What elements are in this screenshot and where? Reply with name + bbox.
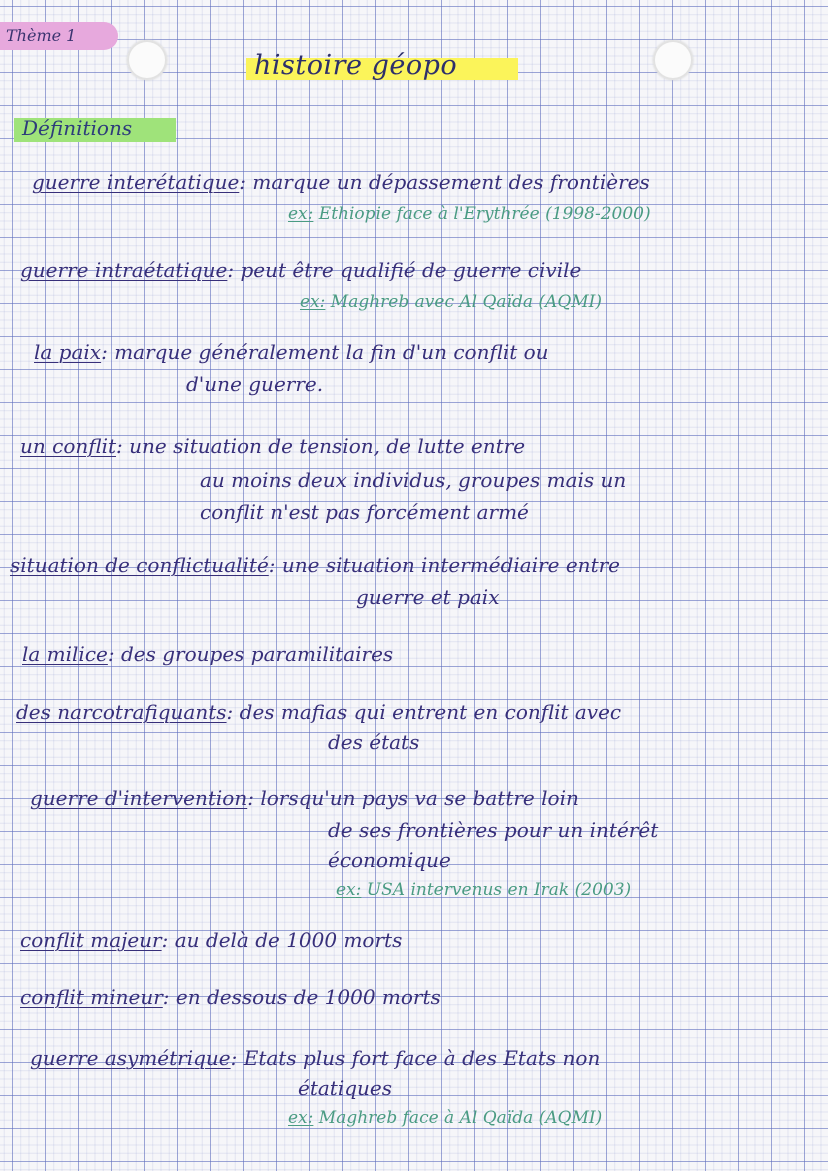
example-text: Maghreb face à Al Qaïda (AQMI) — [318, 1108, 603, 1128]
example-label: ex: — [288, 204, 314, 224]
example-text: Ethiopie face à l'Erythrée (1998-2000) — [318, 204, 651, 224]
definition-term: des narcotrafiquants — [16, 700, 227, 724]
definition-text: marque un dépassement des frontières — [252, 170, 650, 194]
definition-term: guerre d'intervention — [30, 786, 248, 810]
example-label: ex: — [288, 1108, 314, 1128]
example-line — [300, 292, 602, 312]
definition-text: des groupes paramilitaires — [120, 642, 394, 666]
definition-text-continued: étatiques — [298, 1076, 393, 1100]
definition-text: marque généralement la fin d'un conflit ou — [114, 340, 549, 364]
theme-label: Thème 1 — [6, 26, 77, 45]
definition-text-continued: au moins deux individus, groupes mais un — [200, 468, 627, 492]
definition-text-continued: d'une guerre. — [186, 372, 324, 396]
binder-hole-left — [127, 40, 167, 80]
definition-text: des mafias qui entrent en conflit avec — [239, 700, 622, 724]
definition-term: conflit mineur — [20, 985, 163, 1009]
definition-text-continued: économique — [328, 848, 451, 872]
definition-text: au delà de 1000 morts — [174, 928, 403, 952]
example-line — [288, 204, 651, 224]
definition-term: la milice — [22, 642, 108, 666]
example-text: Maghreb avec Al Qaïda (AQMI) — [330, 292, 603, 312]
definition-text-continued: guerre et paix — [356, 585, 500, 609]
definition-text-continued: des états — [328, 730, 420, 754]
example-text: USA intervenus en Irak (2003) — [366, 880, 632, 900]
section-heading: Définitions — [22, 116, 133, 140]
definition-text-continued: conflit n'est pas forcément armé — [200, 500, 529, 524]
definition-text: peut être qualifié de guerre civile — [240, 258, 582, 282]
definition-text: lorsqu'un pays va se battre loin — [260, 786, 579, 810]
definition-term: guerre asymétrique — [30, 1046, 231, 1070]
definition-term: guerre intraétatique — [20, 258, 228, 282]
definition-term: situation de conflictualité — [10, 553, 269, 577]
definition-text: en dessous de 1000 morts — [175, 985, 441, 1009]
definition-text: une situation intermédiaire entre — [281, 553, 620, 577]
definition-term: un conflit — [20, 434, 117, 458]
definition-text-continued: de ses frontières pour un intérêt — [328, 818, 659, 842]
definition-text: une situation de tension, de lutte entre — [129, 434, 526, 458]
page-title: histoire géopo — [254, 50, 458, 81]
example-label: ex: — [300, 292, 326, 312]
example-label: ex: — [336, 880, 362, 900]
definition-term: la paix — [34, 340, 102, 364]
definition-text: Etats plus fort face à des Etats non — [243, 1046, 601, 1070]
definition-term: conflit majeur — [20, 928, 162, 952]
example-line — [288, 1108, 602, 1128]
example-line — [336, 880, 631, 900]
definition-term: guerre interétatique — [32, 170, 240, 194]
binder-hole-right — [653, 40, 693, 80]
